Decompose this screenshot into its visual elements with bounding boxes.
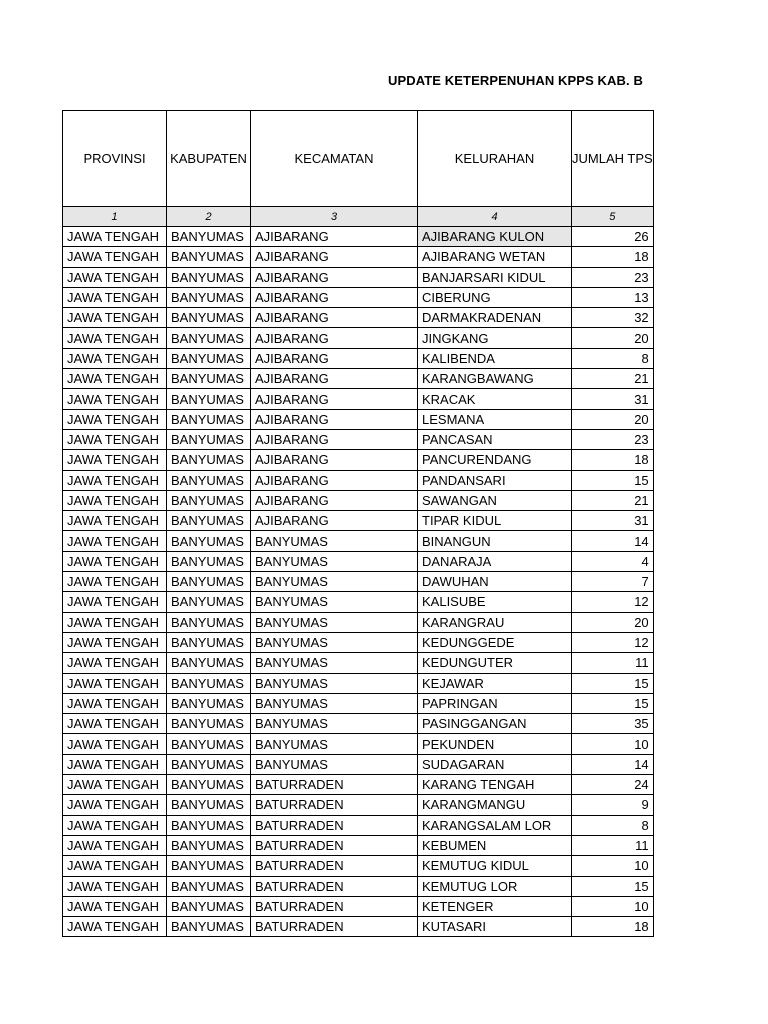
cell-jumlah-tps: 4 (572, 551, 654, 571)
cell-kabupaten: BANYUMAS (167, 551, 251, 571)
cell-kelurahan: KUTASARI (418, 917, 572, 937)
table-row (63, 693, 654, 713)
cell-kelurahan: KEDUNGGEDE (418, 632, 572, 652)
cell-provinsi: JAWA TENGAH (63, 348, 167, 368)
cell-kelurahan: KARANG TENGAH (418, 775, 572, 795)
column-number: 4 (418, 207, 572, 227)
table-row (63, 714, 654, 734)
cell-provinsi: JAWA TENGAH (63, 511, 167, 531)
cell-provinsi: JAWA TENGAH (63, 612, 167, 632)
cell-kabupaten: BANYUMAS (167, 308, 251, 328)
cell-kelurahan: KALIBENDA (418, 348, 572, 368)
cell-provinsi: JAWA TENGAH (63, 287, 167, 307)
header-jumlah-tps: JUMLAH TPS (572, 111, 654, 207)
cell-provinsi: JAWA TENGAH (63, 572, 167, 592)
cell-provinsi: JAWA TENGAH (63, 754, 167, 774)
cell-kelurahan: KARANGRAU (418, 612, 572, 632)
column-number: 1 (63, 207, 167, 227)
cell-provinsi: JAWA TENGAH (63, 450, 167, 470)
cell-jumlah-tps: 21 (572, 490, 654, 510)
cell-jumlah-tps: 32 (572, 308, 654, 328)
cell-jumlah-tps: 18 (572, 450, 654, 470)
cell-kabupaten: BANYUMAS (167, 470, 251, 490)
table-row (63, 612, 654, 632)
cell-kecamatan: BANYUMAS (251, 714, 418, 734)
cell-provinsi: JAWA TENGAH (63, 876, 167, 896)
cell-kelurahan: KEBUMEN (418, 835, 572, 855)
cell-jumlah-tps: 20 (572, 612, 654, 632)
cell-kecamatan: AJIBARANG (251, 267, 418, 287)
table-row (63, 470, 654, 490)
cell-kabupaten: BANYUMAS (167, 389, 251, 409)
cell-provinsi: JAWA TENGAH (63, 369, 167, 389)
table-row (63, 775, 654, 795)
cell-provinsi: JAWA TENGAH (63, 551, 167, 571)
cell-kelurahan: CIBERUNG (418, 287, 572, 307)
cell-kelurahan: KARANGMANGU (418, 795, 572, 815)
table-row (63, 389, 654, 409)
cell-jumlah-tps: 21 (572, 369, 654, 389)
cell-kabupaten: BANYUMAS (167, 653, 251, 673)
header-row (63, 111, 654, 207)
cell-provinsi: JAWA TENGAH (63, 775, 167, 795)
table-row (63, 348, 654, 368)
cell-kelurahan: KETENGER (418, 896, 572, 916)
cell-jumlah-tps: 24 (572, 775, 654, 795)
cell-kabupaten: BANYUMAS (167, 632, 251, 652)
cell-provinsi: JAWA TENGAH (63, 815, 167, 835)
table-row (63, 429, 654, 449)
cell-kecamatan: AJIBARANG (251, 450, 418, 470)
table-row (63, 511, 654, 531)
cell-kabupaten: BANYUMAS (167, 572, 251, 592)
cell-provinsi: JAWA TENGAH (63, 795, 167, 815)
cell-kecamatan: BATURRADEN (251, 856, 418, 876)
cell-provinsi: JAWA TENGAH (63, 734, 167, 754)
cell-kabupaten: BANYUMAS (167, 531, 251, 551)
cell-kabupaten: BANYUMAS (167, 876, 251, 896)
cell-kecamatan: BATURRADEN (251, 896, 418, 916)
cell-jumlah-tps: 23 (572, 267, 654, 287)
cell-kelurahan: KARANGBAWANG (418, 369, 572, 389)
cell-kelurahan: BANJARSARI KIDUL (418, 267, 572, 287)
table-row (63, 287, 654, 307)
cell-kecamatan: BANYUMAS (251, 754, 418, 774)
cell-jumlah-tps: 8 (572, 815, 654, 835)
cell-kabupaten: BANYUMAS (167, 775, 251, 795)
cell-kabupaten: BANYUMAS (167, 815, 251, 835)
table-row (63, 673, 654, 693)
cell-kabupaten: BANYUMAS (167, 673, 251, 693)
cell-kecamatan: BANYUMAS (251, 612, 418, 632)
cell-jumlah-tps: 15 (572, 673, 654, 693)
cell-kelurahan: LESMANA (418, 409, 572, 429)
cell-jumlah-tps: 11 (572, 835, 654, 855)
table-row (63, 856, 654, 876)
cell-kelurahan: PANCURENDANG (418, 450, 572, 470)
cell-kabupaten: BANYUMAS (167, 328, 251, 348)
cell-provinsi: JAWA TENGAH (63, 490, 167, 510)
cell-kecamatan: BANYUMAS (251, 632, 418, 652)
cell-kecamatan: BATURRADEN (251, 775, 418, 795)
cell-kelurahan: KEDUNGUTER (418, 653, 572, 673)
table-row (63, 734, 654, 754)
tps-table (62, 110, 654, 937)
cell-kecamatan: AJIBARANG (251, 348, 418, 368)
cell-jumlah-tps: 11 (572, 653, 654, 673)
cell-provinsi: JAWA TENGAH (63, 835, 167, 855)
cell-kecamatan: AJIBARANG (251, 369, 418, 389)
cell-provinsi: JAWA TENGAH (63, 592, 167, 612)
cell-kelurahan: AJIBARANG WETAN (418, 247, 572, 267)
cell-kelurahan: TIPAR KIDUL (418, 511, 572, 531)
table-row (63, 531, 654, 551)
cell-kelurahan: PEKUNDEN (418, 734, 572, 754)
cell-kelurahan: SUDAGARAN (418, 754, 572, 774)
table-row (63, 896, 654, 916)
cell-provinsi: JAWA TENGAH (63, 917, 167, 937)
cell-provinsi: JAWA TENGAH (63, 714, 167, 734)
cell-kecamatan: AJIBARANG (251, 470, 418, 490)
cell-kelurahan: SAWANGAN (418, 490, 572, 510)
cell-jumlah-tps: 12 (572, 632, 654, 652)
cell-kelurahan: KALISUBE (418, 592, 572, 612)
cell-kabupaten: BANYUMAS (167, 247, 251, 267)
table-row (63, 450, 654, 470)
table-row (63, 632, 654, 652)
cell-kecamatan: AJIBARANG (251, 409, 418, 429)
table-row (63, 227, 654, 247)
column-number: 3 (251, 207, 418, 227)
cell-kecamatan: BANYUMAS (251, 592, 418, 612)
cell-kabupaten: BANYUMAS (167, 754, 251, 774)
cell-kabupaten: BANYUMAS (167, 896, 251, 916)
table-row (63, 267, 654, 287)
table-row (63, 490, 654, 510)
cell-jumlah-tps: 23 (572, 429, 654, 449)
cell-provinsi: JAWA TENGAH (63, 409, 167, 429)
cell-kecamatan: AJIBARANG (251, 328, 418, 348)
cell-kecamatan: AJIBARANG (251, 308, 418, 328)
cell-kecamatan: BANYUMAS (251, 653, 418, 673)
header-provinsi: PROVINSI (63, 111, 167, 207)
cell-kabupaten: BANYUMAS (167, 409, 251, 429)
cell-jumlah-tps: 10 (572, 734, 654, 754)
cell-kelurahan: BINANGUN (418, 531, 572, 551)
cell-jumlah-tps: 7 (572, 572, 654, 592)
cell-kelurahan: DAWUHAN (418, 572, 572, 592)
cell-jumlah-tps: 15 (572, 876, 654, 896)
cell-kecamatan: BATURRADEN (251, 795, 418, 815)
cell-provinsi: JAWA TENGAH (63, 429, 167, 449)
cell-kelurahan: AJIBARANG KULON (418, 227, 572, 247)
table-row (63, 876, 654, 896)
cell-kabupaten: BANYUMAS (167, 795, 251, 815)
cell-kabupaten: BANYUMAS (167, 429, 251, 449)
table-row (63, 835, 654, 855)
cell-kabupaten: BANYUMAS (167, 287, 251, 307)
cell-kabupaten: BANYUMAS (167, 369, 251, 389)
cell-provinsi: JAWA TENGAH (63, 531, 167, 551)
cell-provinsi: JAWA TENGAH (63, 227, 167, 247)
cell-kelurahan: PANCASAN (418, 429, 572, 449)
cell-jumlah-tps: 12 (572, 592, 654, 612)
table-row (63, 572, 654, 592)
column-number: 2 (167, 207, 251, 227)
cell-provinsi: JAWA TENGAH (63, 673, 167, 693)
cell-kecamatan: AJIBARANG (251, 287, 418, 307)
cell-jumlah-tps: 20 (572, 328, 654, 348)
cell-kecamatan: BANYUMAS (251, 693, 418, 713)
cell-kabupaten: BANYUMAS (167, 450, 251, 470)
cell-kecamatan: BATURRADEN (251, 835, 418, 855)
cell-kecamatan: BANYUMAS (251, 734, 418, 754)
cell-jumlah-tps: 8 (572, 348, 654, 368)
table-header (63, 111, 654, 227)
cell-kelurahan: PASINGGANGAN (418, 714, 572, 734)
cell-jumlah-tps: 31 (572, 511, 654, 531)
table-row (63, 369, 654, 389)
cell-provinsi: JAWA TENGAH (63, 653, 167, 673)
cell-kabupaten: BANYUMAS (167, 490, 251, 510)
cell-jumlah-tps: 31 (572, 389, 654, 409)
table-row (63, 653, 654, 673)
cell-kabupaten: BANYUMAS (167, 612, 251, 632)
cell-kelurahan: KARANGSALAM LOR (418, 815, 572, 835)
cell-provinsi: JAWA TENGAH (63, 267, 167, 287)
cell-kecamatan: AJIBARANG (251, 511, 418, 531)
cell-kecamatan: AJIBARANG (251, 389, 418, 409)
header-kecamatan: KECAMATAN (251, 111, 418, 207)
cell-jumlah-tps: 20 (572, 409, 654, 429)
cell-kelurahan: PAPRINGAN (418, 693, 572, 713)
column-number: 5 (572, 207, 654, 227)
cell-kelurahan: JINGKANG (418, 328, 572, 348)
cell-jumlah-tps: 15 (572, 693, 654, 713)
cell-kecamatan: BATURRADEN (251, 917, 418, 937)
cell-provinsi: JAWA TENGAH (63, 896, 167, 916)
cell-kelurahan: DANARAJA (418, 551, 572, 571)
cell-kabupaten: BANYUMAS (167, 835, 251, 855)
cell-provinsi: JAWA TENGAH (63, 632, 167, 652)
cell-jumlah-tps: 9 (572, 795, 654, 815)
cell-provinsi: JAWA TENGAH (63, 693, 167, 713)
cell-kabupaten: BANYUMAS (167, 511, 251, 531)
cell-kabupaten: BANYUMAS (167, 267, 251, 287)
cell-kecamatan: BANYUMAS (251, 551, 418, 571)
cell-kecamatan: BANYUMAS (251, 572, 418, 592)
cell-jumlah-tps: 35 (572, 714, 654, 734)
table-row (63, 917, 654, 937)
cell-jumlah-tps: 14 (572, 531, 654, 551)
table-row (63, 795, 654, 815)
cell-provinsi: JAWA TENGAH (63, 308, 167, 328)
cell-jumlah-tps: 15 (572, 470, 654, 490)
cell-kabupaten: BANYUMAS (167, 227, 251, 247)
table-row (63, 409, 654, 429)
header-kabupaten: KABUPATEN (167, 111, 251, 207)
cell-jumlah-tps: 10 (572, 896, 654, 916)
cell-kecamatan: BATURRADEN (251, 815, 418, 835)
cell-kabupaten: BANYUMAS (167, 348, 251, 368)
column-number-row (63, 207, 654, 227)
cell-jumlah-tps: 18 (572, 247, 654, 267)
table-body (63, 227, 654, 937)
cell-jumlah-tps: 18 (572, 917, 654, 937)
cell-provinsi: JAWA TENGAH (63, 470, 167, 490)
cell-kecamatan: AJIBARANG (251, 429, 418, 449)
cell-kecamatan: AJIBARANG (251, 227, 418, 247)
cell-provinsi: JAWA TENGAH (63, 247, 167, 267)
cell-jumlah-tps: 26 (572, 227, 654, 247)
table-row (63, 592, 654, 612)
cell-jumlah-tps: 10 (572, 856, 654, 876)
cell-kabupaten: BANYUMAS (167, 592, 251, 612)
cell-kecamatan: AJIBARANG (251, 490, 418, 510)
cell-kabupaten: BANYUMAS (167, 917, 251, 937)
cell-kelurahan: PANDANSARI (418, 470, 572, 490)
cell-kelurahan: KEMUTUG KIDUL (418, 856, 572, 876)
cell-provinsi: JAWA TENGAH (63, 389, 167, 409)
cell-kecamatan: BANYUMAS (251, 531, 418, 551)
table-row (63, 754, 654, 774)
cell-provinsi: JAWA TENGAH (63, 328, 167, 348)
cell-kelurahan: KEJAWAR (418, 673, 572, 693)
cell-kabupaten: BANYUMAS (167, 734, 251, 754)
cell-kelurahan: KEMUTUG LOR (418, 876, 572, 896)
table-row (63, 551, 654, 571)
cell-kabupaten: BANYUMAS (167, 714, 251, 734)
document-title: UPDATE KETERPENUHAN KPPS KAB. B (388, 73, 643, 88)
cell-kelurahan: DARMAKRADENAN (418, 308, 572, 328)
cell-jumlah-tps: 13 (572, 287, 654, 307)
cell-kecamatan: BATURRADEN (251, 876, 418, 896)
cell-kelurahan: KRACAK (418, 389, 572, 409)
table-row (63, 815, 654, 835)
header-kelurahan: KELURAHAN (418, 111, 572, 207)
cell-kecamatan: AJIBARANG (251, 247, 418, 267)
table-row (63, 247, 654, 267)
table-row (63, 328, 654, 348)
cell-kabupaten: BANYUMAS (167, 693, 251, 713)
cell-kabupaten: BANYUMAS (167, 856, 251, 876)
cell-provinsi: JAWA TENGAH (63, 856, 167, 876)
table-row (63, 308, 654, 328)
cell-kecamatan: BANYUMAS (251, 673, 418, 693)
cell-jumlah-tps: 14 (572, 754, 654, 774)
